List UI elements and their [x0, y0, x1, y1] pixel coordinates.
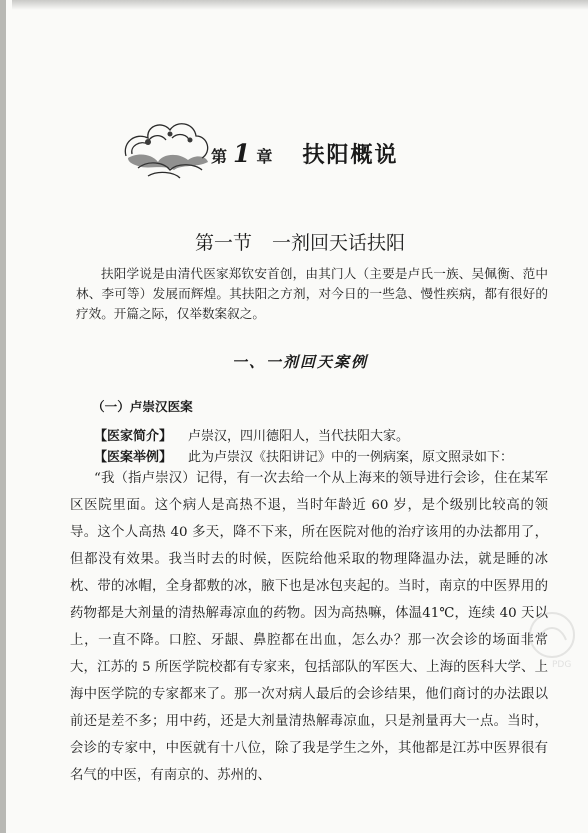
scan-shadow — [12, 0, 588, 10]
intro-paragraph: 扶阳学说是由清代医家郑钦安首创，由其门人（主要是卢氏一族、吴佩衡、范中林、李可等）发展而辉煌。其扶阳之方剂，对今日的一些急、慢性疾病，都有很好的疗效。开篇之际，仅举数案叙之。 — [76, 266, 548, 321]
chapter-title: 扶阳概说 — [302, 143, 399, 168]
doctor-intro-text: 卢崇汉，四川德阳人，当代扶阳大家。 — [188, 429, 410, 444]
case-example-text: 此为卢崇汉《扶阳讲记》中的一例病案，原文照录如下： — [188, 450, 514, 465]
watermark-logo-icon — [524, 610, 580, 660]
chapter-heading — [211, 138, 398, 174]
section-heading — [6, 228, 588, 255]
case-heading: （一）卢崇汉医案 — [92, 399, 193, 414]
doctor-intro-row — [94, 425, 409, 444]
case-body-paragraph: “我（指卢崇汉）记得，有一次去给一个从上海来的领导进行会诊，住在某军区医院里面。这个病人是高热不退，当时年龄近 60 岁，是个级别比较高的领导。这个人高热 40 多天，降不下来，所在医院对他的治疗该用的办法都用了，但都没有效果。我当时去的时候，医院给他采取的物理降温办法，就是睡的冰枕、带的冰帽，全身都敷的冰，腋下也是冰包夹起的。当时，南京的中医界用的药物都是大剂量的清热解毒凉血的药物。因为高热嘛，体温41℃，连续 40 天以上，一直不降。口腔、牙龈、鼻腔都在出血，怎么办？那一次会诊的场面非常大，江苏的 5 所医学院校都有专家来，包括部队的军医大、上海的医科大学、上海中医学院的专家都来了。那一次对病人最后的会诊结果，他们商讨的办法跟以前还是差不多；用中药，还是大剂量清热解毒凉血，只是剂量再大一点。当时，会诊的专家中，中医就有十八位，除了我是学生之外，其他都是江苏中医界很有名气的中医，有南京的、苏州的、 — [70, 471, 548, 783]
watermark — [524, 610, 580, 672]
section-label: 第一节 — [194, 232, 252, 254]
case-example-tag: 【医案举例】 — [94, 450, 173, 465]
chapter-suffix: 章 — [256, 147, 273, 166]
cloud-ornament-icon — [118, 112, 214, 188]
doctor-intro-tag: 【医家简介】 — [94, 429, 173, 444]
subsection-title: 一、一剂回天案例 — [231, 353, 368, 371]
chapter-number: 1 — [233, 139, 251, 168]
watermark-text: PDG — [552, 660, 572, 670]
section-title: 一剂回天话扶阳 — [272, 232, 406, 254]
case-example-row — [94, 446, 513, 465]
chapter-prefix: 第 — [211, 147, 228, 166]
